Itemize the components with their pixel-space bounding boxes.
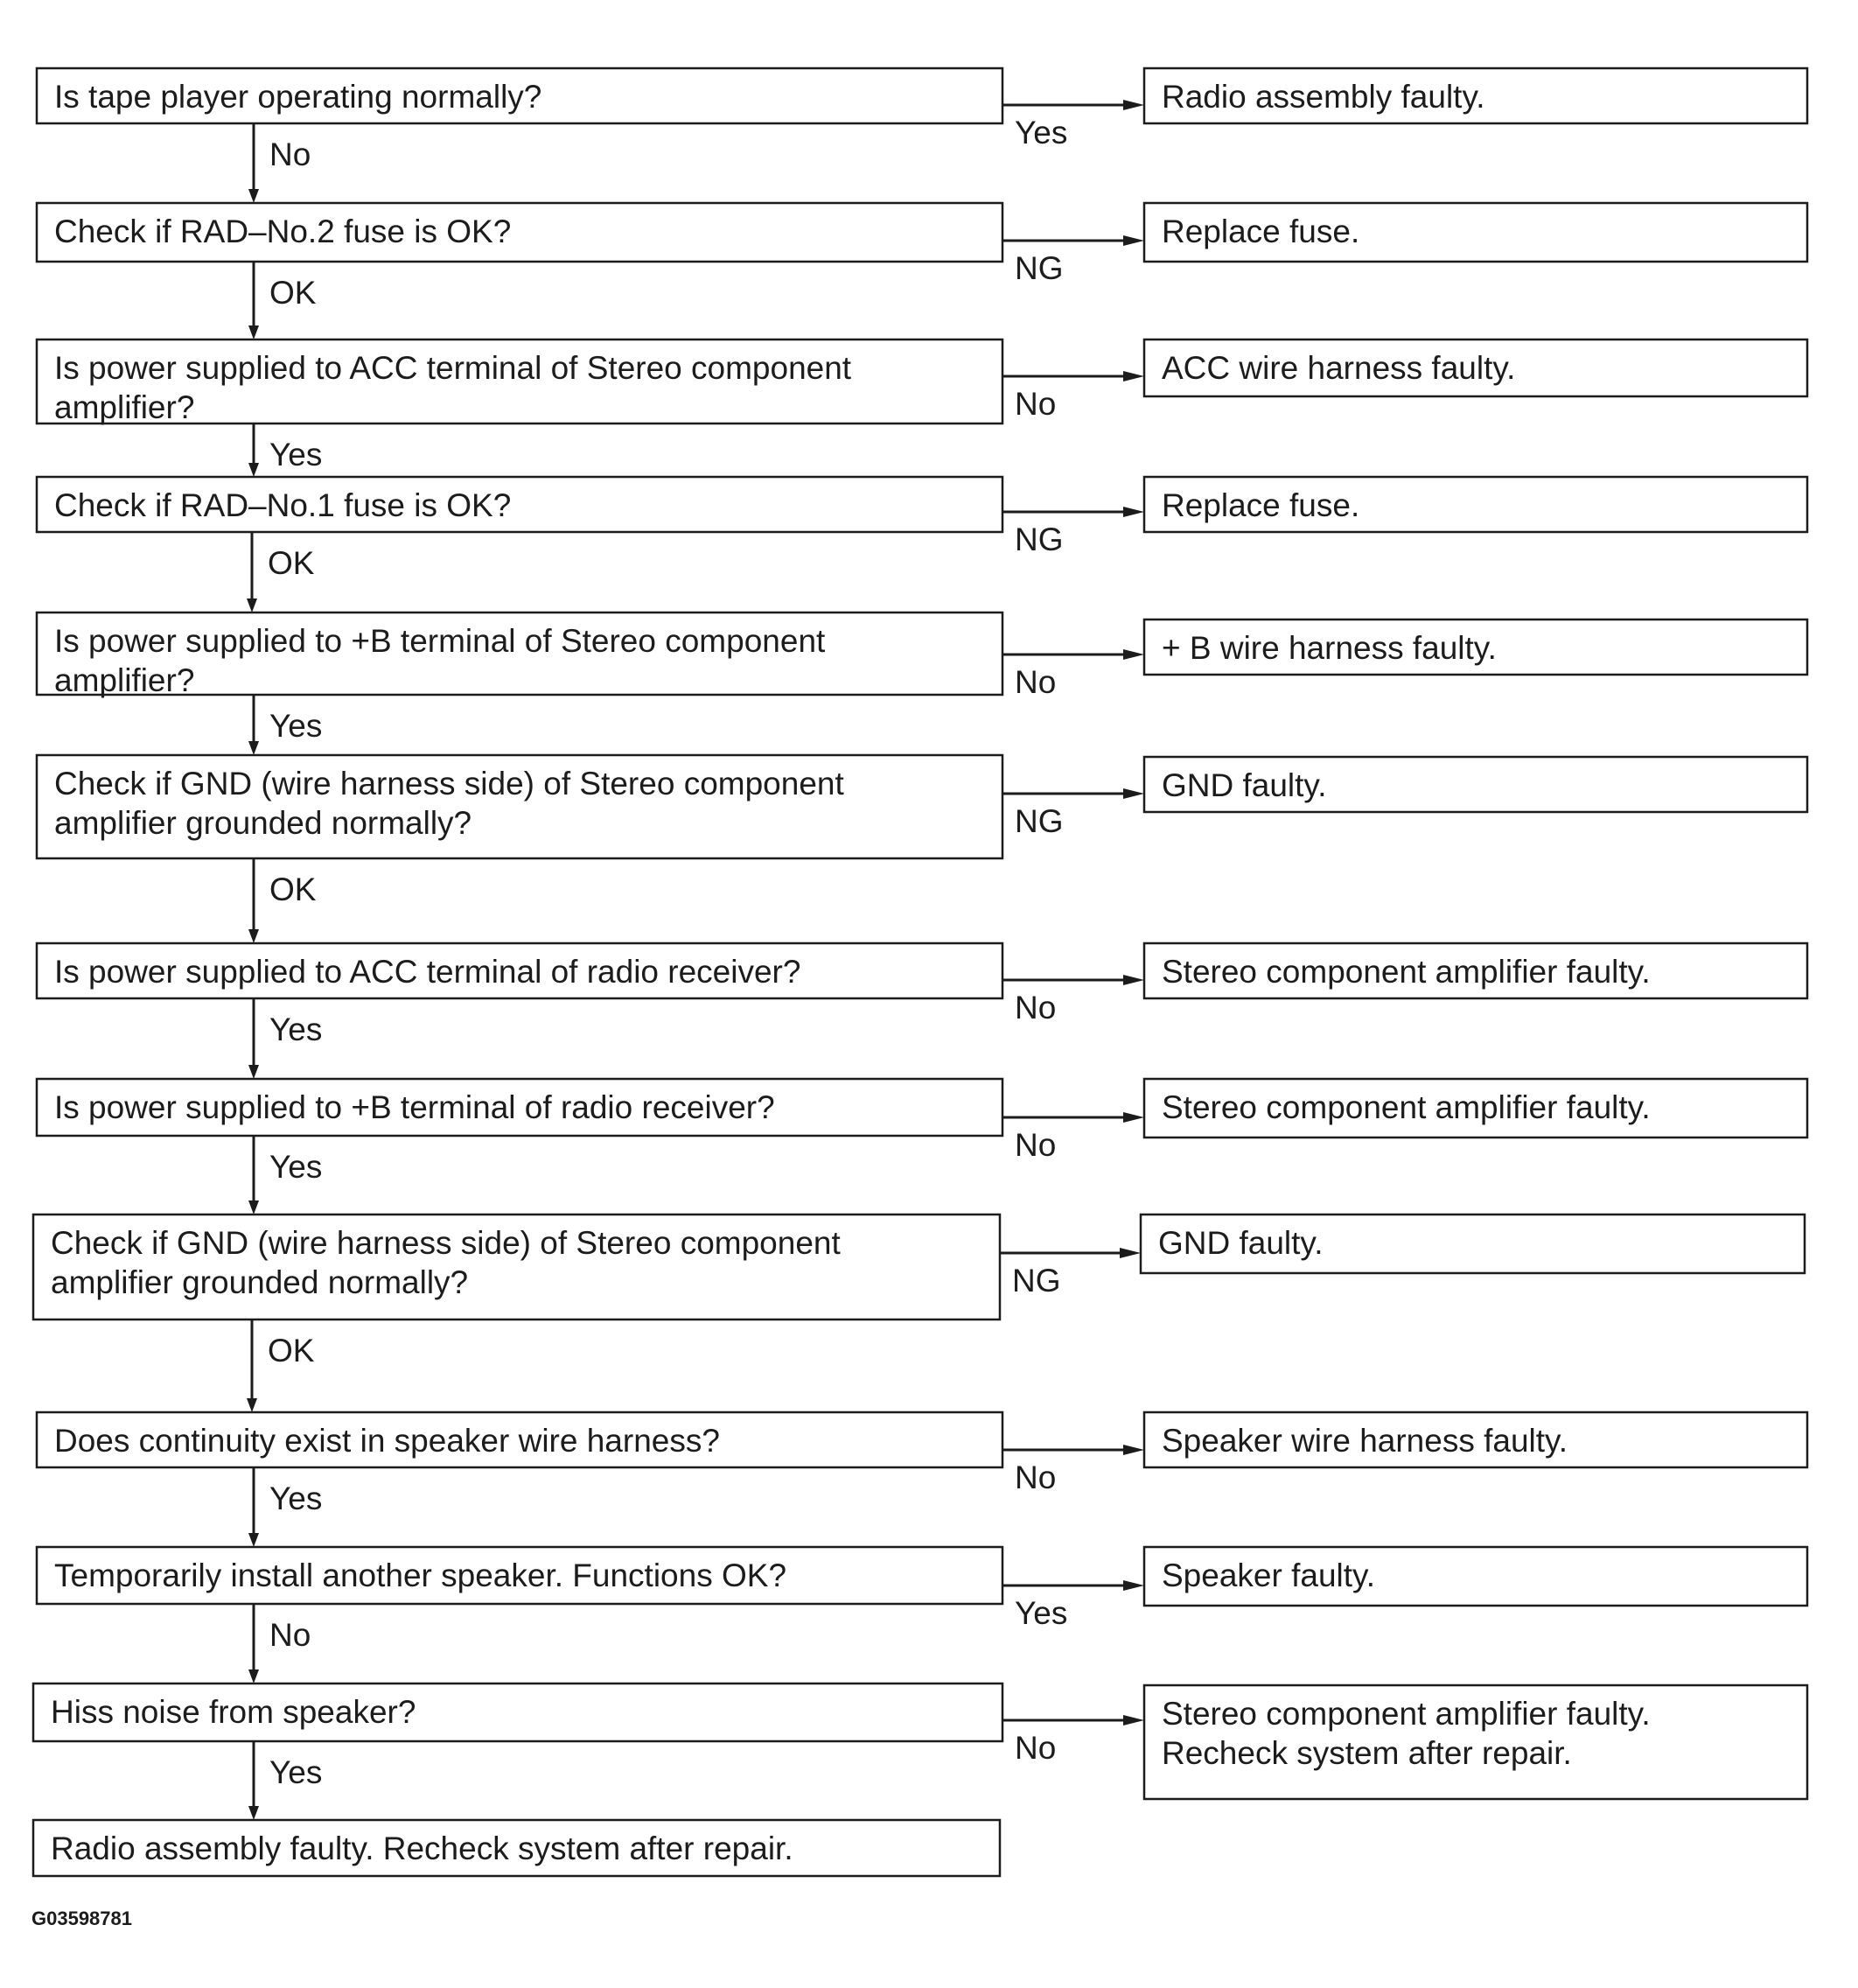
result-box-10-text: Speaker wire harness faulty. xyxy=(1162,1423,1568,1459)
right-arrow-3-arrowhead xyxy=(1123,371,1144,382)
down-label-11: No xyxy=(269,1617,311,1653)
down-label-6: OK xyxy=(269,872,317,907)
right-arrow-11-arrowhead xyxy=(1123,1580,1144,1591)
question-box-6-text: amplifier grounded normally? xyxy=(54,805,472,841)
down-arrow-1-arrowhead xyxy=(248,189,259,203)
question-box-8-text: Is power supplied to +B terminal of radio receiver? xyxy=(54,1089,775,1125)
down-label-8: Yes xyxy=(269,1149,323,1185)
down-arrow-5-arrowhead xyxy=(248,741,259,755)
down-label-9: OK xyxy=(268,1333,315,1368)
result-box-6-text: GND faulty. xyxy=(1162,767,1327,803)
down-label-1: No xyxy=(269,136,311,172)
question-box-4-text: Check if RAD–No.1 fuse is OK? xyxy=(54,487,512,523)
final-result-text: Radio assembly faulty. Recheck system after repair. xyxy=(51,1830,793,1866)
down-arrow-9-arrowhead xyxy=(247,1398,257,1412)
right-arrow-1-arrowhead xyxy=(1123,100,1144,110)
down-arrow-8-arrowhead xyxy=(248,1200,259,1214)
result-box-12-text: Recheck system after repair. xyxy=(1162,1735,1572,1771)
right-label-12: No xyxy=(1015,1730,1057,1766)
result-box-2-text: Replace fuse. xyxy=(1162,214,1360,249)
right-arrow-9-arrowhead xyxy=(1120,1248,1141,1258)
question-box-11-text: Temporarily install another speaker. Functions OK? xyxy=(54,1558,787,1593)
result-box-1-text: Radio assembly faulty. xyxy=(1162,79,1485,115)
right-arrow-10-arrowhead xyxy=(1123,1445,1144,1455)
question-box-9-text: amplifier grounded normally? xyxy=(51,1264,469,1300)
right-label-8: No xyxy=(1015,1127,1057,1163)
result-box-3-text: ACC wire harness faulty. xyxy=(1162,350,1516,386)
right-label-11: Yes xyxy=(1015,1595,1068,1631)
right-label-10: No xyxy=(1015,1460,1057,1495)
right-label-5: No xyxy=(1015,664,1057,700)
down-label-5: Yes xyxy=(269,708,323,744)
question-box-5-text: amplifier? xyxy=(54,662,195,698)
down-arrow-12-arrowhead xyxy=(248,1806,259,1820)
down-label-3: Yes xyxy=(269,437,323,472)
question-box-10-text: Does continuity exist in speaker wire harness? xyxy=(54,1423,720,1459)
result-box-7-text: Stereo component amplifier faulty. xyxy=(1162,954,1651,990)
down-label-10: Yes xyxy=(269,1480,323,1516)
result-box-9-text: GND faulty. xyxy=(1158,1225,1324,1261)
question-box-3-text: amplifier? xyxy=(54,389,195,425)
figure-code: G03598781 xyxy=(31,1908,132,1929)
right-label-3: No xyxy=(1015,386,1057,422)
down-arrow-6-arrowhead xyxy=(248,929,259,943)
down-label-2: OK xyxy=(269,275,317,311)
down-arrow-4-arrowhead xyxy=(247,598,257,612)
result-box-12-text: Stereo component amplifier faulty. xyxy=(1162,1696,1651,1732)
right-arrow-5-arrowhead xyxy=(1123,649,1144,660)
right-label-2: NG xyxy=(1015,250,1064,286)
question-box-6-text: Check if GND (wire harness side) of Stereo component xyxy=(54,766,844,802)
result-box-4-text: Replace fuse. xyxy=(1162,487,1360,523)
question-box-12-text: Hiss noise from speaker? xyxy=(51,1694,416,1730)
question-box-2-text: Check if RAD–No.2 fuse is OK? xyxy=(54,214,512,249)
right-label-6: NG xyxy=(1015,803,1064,839)
down-label-12: Yes xyxy=(269,1754,323,1790)
result-box-11-text: Speaker faulty. xyxy=(1162,1558,1376,1593)
question-box-5-text: Is power supplied to +B terminal of Stereo component xyxy=(54,623,826,659)
question-box-3-text: Is power supplied to ACC terminal of Stereo component xyxy=(54,350,852,386)
right-label-9: NG xyxy=(1012,1263,1061,1298)
down-arrow-10-arrowhead xyxy=(248,1533,259,1547)
down-label-7: Yes xyxy=(269,1012,323,1047)
right-arrow-8-arrowhead xyxy=(1123,1112,1144,1123)
down-arrow-2-arrowhead xyxy=(248,326,259,340)
result-box-5-text: + B wire harness faulty. xyxy=(1162,630,1497,666)
right-label-1: Yes xyxy=(1015,115,1068,150)
right-arrow-7-arrowhead xyxy=(1123,975,1144,985)
boxes xyxy=(33,68,1807,1876)
right-arrow-2-arrowhead xyxy=(1123,235,1144,246)
question-box-7-text: Is power supplied to ACC terminal of radio receiver? xyxy=(54,954,801,990)
question-box-9-text: Check if GND (wire harness side) of Stereo component xyxy=(51,1225,841,1261)
result-box-8-text: Stereo component amplifier faulty. xyxy=(1162,1089,1651,1125)
right-arrow-6-arrowhead xyxy=(1123,788,1144,799)
right-arrow-12-arrowhead xyxy=(1123,1715,1144,1726)
down-arrow-7-arrowhead xyxy=(248,1065,259,1079)
down-label-4: OK xyxy=(268,545,315,581)
question-box-1-text: Is tape player operating normally? xyxy=(54,79,542,115)
right-label-7: No xyxy=(1015,990,1057,1026)
right-label-4: NG xyxy=(1015,522,1064,557)
down-arrow-3-arrowhead xyxy=(248,463,259,477)
right-arrow-4-arrowhead xyxy=(1123,507,1144,517)
down-arrow-11-arrowhead xyxy=(248,1670,259,1684)
